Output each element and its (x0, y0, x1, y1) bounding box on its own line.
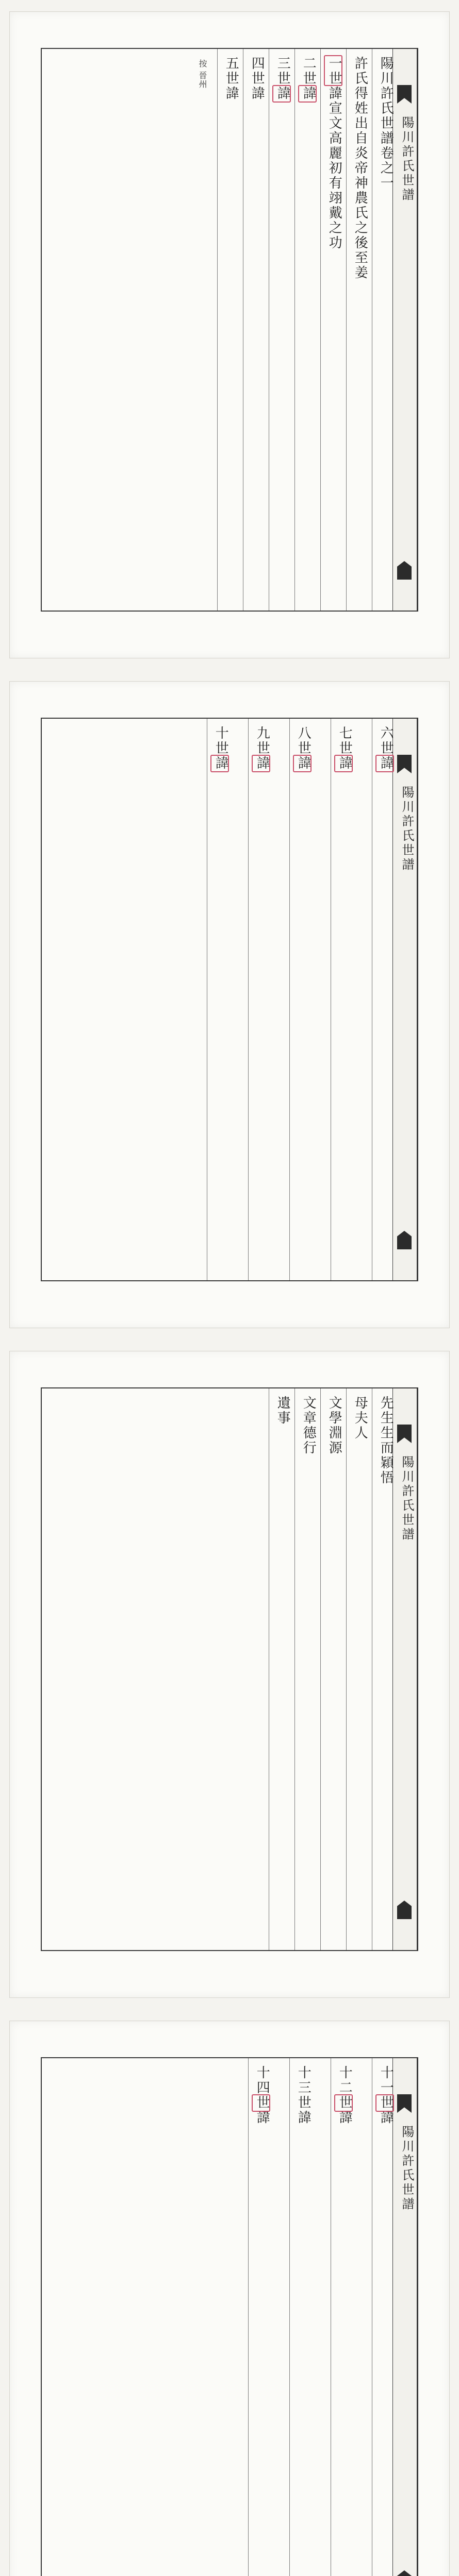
column-text: 五世諱 (223, 56, 239, 101)
column-text: 七世諱 (337, 726, 353, 771)
text-column (217, 49, 239, 611)
scan-page-1 (0, 0, 459, 670)
gutter-title: 陽川許氏世譜 (400, 1455, 414, 1542)
column-text: 三世諱 (275, 56, 291, 101)
column-text: 許氏得姓出自炎帝神農氏之後至姜 (352, 56, 368, 280)
column-text: 六世諱 (378, 726, 394, 771)
highlight-box (334, 755, 353, 772)
print-frame (41, 718, 418, 1281)
fish-tail-mark-icon (397, 1425, 412, 1443)
scan-page-2 (0, 670, 459, 1340)
column-text: 九世諱 (254, 726, 270, 771)
text-column (289, 2058, 312, 2576)
book-page (9, 681, 450, 1328)
column-text: 文學淵源 (326, 1396, 342, 1455)
text-column (248, 2058, 270, 2576)
highlight-box (298, 85, 317, 103)
gutter-title: 陽川許氏世譜 (400, 2125, 414, 2212)
column-text: 遺事 (275, 1396, 291, 1426)
highlight-box (252, 755, 270, 772)
print-frame (41, 1387, 418, 1951)
gutter (392, 49, 417, 611)
gloss-text: 按 晉州 (198, 59, 207, 89)
column-text: 十三世諱 (296, 2065, 312, 2125)
highlight-box (252, 2094, 270, 2112)
column-text: 文章德行 (301, 1396, 317, 1455)
column-text: 十一世諱 (378, 2065, 394, 2125)
text-column (294, 49, 317, 611)
text-column (320, 1388, 342, 1950)
gutter (392, 2058, 417, 2576)
column-text: 十四世諱 (254, 2065, 270, 2125)
column-text: 二世諱 (301, 56, 317, 101)
fish-tail-mark-icon (397, 1231, 412, 1249)
column-text: 陽川許氏世譜卷之一 (378, 56, 394, 191)
highlight-box (272, 85, 291, 103)
gutter-title: 陽川許氏世譜 (400, 116, 414, 202)
highlight-box (375, 755, 394, 772)
fish-tail-mark-icon (397, 2570, 412, 2576)
gutter-title: 陽川許氏世譜 (400, 786, 414, 872)
scan-page-4 (0, 2009, 459, 2576)
print-frame (41, 48, 418, 612)
highlight-box (375, 2094, 394, 2112)
book-page (9, 2021, 450, 2576)
fish-tail-mark-icon (397, 2094, 412, 2113)
print-frame (41, 2057, 418, 2576)
gutter (392, 719, 417, 1280)
highlight-box (334, 2094, 353, 2112)
text-column (320, 49, 342, 611)
column-text: 一世諱宣文高麗初有翊戴之功 (326, 56, 342, 250)
fish-tail-mark-icon (397, 561, 412, 580)
column-text: 八世諱 (296, 726, 312, 771)
column-text: 母夫人 (352, 1396, 368, 1440)
book-page (9, 11, 450, 658)
highlight-box (210, 755, 229, 772)
text-column (294, 1388, 317, 1950)
gutter (392, 1388, 417, 1950)
highlight-box (324, 55, 342, 86)
fish-tail-mark-icon (397, 85, 412, 104)
column-text: 十世諱 (213, 726, 229, 771)
text-column (346, 49, 368, 611)
text-column (289, 719, 312, 1280)
text-column (248, 719, 270, 1280)
text-column (346, 1388, 368, 1950)
fish-tail-mark-icon (397, 1901, 412, 1919)
column-text: 先生生而穎悟 (378, 1396, 394, 1485)
book-page (9, 1351, 450, 1998)
highlight-box (293, 755, 312, 772)
column-text: 十二世諱 (337, 2065, 353, 2125)
scan-page-3 (0, 1340, 459, 2009)
fish-tail-mark-icon (397, 755, 412, 773)
column-text: 四世諱 (249, 56, 265, 101)
